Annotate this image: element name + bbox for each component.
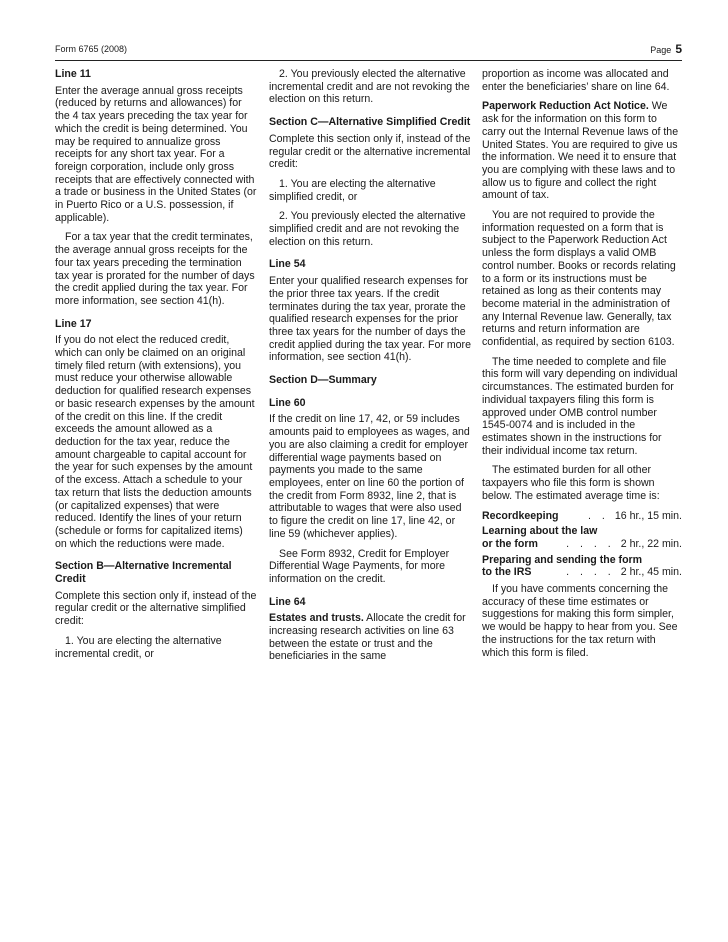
- time-label-line1: Learning about the law: [482, 525, 598, 538]
- line64-paragraph-continued: proportion as income was allocated and enter the beneficiaries’ share on line 64.: [482, 68, 670, 93]
- paperwork-paragraph-2: You are not required to provide the information requested on a form that is subject to the Paperwork Reduction Act unless the form displays a valid OMB control number. Books or records relating to a form or its instructions must be retained as long as their contents may become material in the administration of any Internal Revenue law. Generally, tax returns and return information are confidential, as required by section 6103.: [482, 209, 676, 349]
- section-d-heading: Section D—Summary: [269, 374, 377, 387]
- page-label: Page: [650, 45, 672, 55]
- section-c-paragraph-2: 1. You are electing the alternative simplified credit, or: [269, 177, 436, 203]
- time-estimate-learning: [482, 525, 682, 550]
- section-c-paragraph-1: Complete this section only if, instead of the regular credit or the alternative incremental credit:: [269, 132, 471, 171]
- section-b-heading: Section B—Alternative Incremental Credit: [55, 560, 232, 586]
- section-b-paragraph-1: Complete this section only if, instead of the regular credit or the alternative simplified credit:: [55, 589, 257, 628]
- section-c-paragraph-3: 2. You previously elected the alternative simplified credit and are not revoking the election on this return.: [269, 210, 466, 248]
- section-b-paragraph-3: 2. You previously elected the alternative incremental credit and are not revoking the election on this return.: [269, 68, 470, 106]
- line11-paragraph-1: Enter the average annual gross receipts (reduced by returns and allowances) for the 4 tax years preceding the tax year for which the credit is being determined. You may be required to annualize gross receipts for any short tax year. For a foreign corporation, include only gross receipts that are effectively connected with a trade or business in the United States (or in Puerto Rico or a U.S. possession, if applicable).: [55, 84, 257, 224]
- line17-paragraph-1: If you do not elect the reduced credit, which can only be claimed on an original timely filed return (with extensions), you must reduce your otherwise allowable deduction for qualified research expenses or basic research expenses by the amount of the credit on this line. If the credit exceeds the amount allowed as a deduction for the tax year, reduce the amount chargeable to capital account for the year for such expenses by the amount of the excess. Attach a schedule to your tax return that lists the deduction amounts (or capitalized expenses) that were reduced. Identify the lines of your return (schedule or forms for capitalized items) on which the reductions were made.: [55, 334, 255, 550]
- header-rule: [55, 60, 682, 61]
- line64-text: Allocate the credit for increasing research activities on line 63 between the estate or trust and the beneficiaries in the same: [269, 612, 466, 663]
- section-b-paragraph-2: 1. You are electing the alternative incremental credit, or: [55, 634, 222, 660]
- column-1: [55, 68, 257, 667]
- time-label: to the IRS: [482, 566, 532, 579]
- page-header: [55, 42, 682, 58]
- time-leader-dots: . .: [588, 509, 609, 522]
- time-label: Recordkeeping: [482, 509, 559, 522]
- time-label-line1: Preparing and sending the form: [482, 553, 643, 566]
- line54-heading: Line 54: [269, 258, 306, 271]
- line60-heading: Line 60: [269, 396, 306, 409]
- paperwork-paragraph-4: The estimated burden for all other taxpayers who file this form is shown below. The estimated average time is:: [482, 464, 660, 502]
- line11-paragraph-2: For a tax year that the credit terminates, the average annual gross receipts for the four tax years preceding the termination tax year is prorated for the number of days the credit applied during the tax year. For more information, see section 41(h).: [55, 231, 255, 307]
- column-3: [482, 68, 682, 666]
- line64-paragraph-1: [269, 612, 472, 663]
- time-leader-dots: . . . .: [566, 566, 615, 579]
- paperwork-paragraph-1: [482, 100, 682, 202]
- line17-heading: Line 17: [55, 317, 92, 330]
- time-value: 2 hr., 45 min.: [620, 566, 682, 579]
- time-value: 2 hr., 22 min.: [620, 537, 682, 550]
- column-2: [269, 68, 472, 670]
- time-leader-dots: . . . .: [566, 537, 615, 550]
- line60-paragraph-1: If the credit on line 17, 42, or 59 includes amounts paid to employees as wages, and you are also claiming a credit for employer differential wage payments based on payments you made to the same employees, enter on line 60 the portion of the credit from Form 8932, line 2, that is attributable to wages that were also used to figure the credit on line 17, line 42, or line 59 (whichever applies).: [269, 413, 470, 540]
- form-id: Form 6765 (2008): [55, 44, 128, 54]
- paperwork-text-1: We ask for the information on this form to carry out the Internal Revenue laws of the United States. You are required to give us the information. We need it to ensure that you are complying with these laws and to allow us to figure and collect the right amount of tax.: [482, 100, 679, 202]
- line64-heading: Line 64: [269, 595, 306, 608]
- paperwork-paragraph-3: The time needed to complete and file this form will vary depending on individual circumstances. The estimated burden for individual taxpayers filing this form is approved under OMB control number 1545-0074 and is included in the estimates shown in the instructions for their individual income tax return.: [482, 355, 678, 457]
- section-c-heading: Section C—Alternative Simplified Credit: [269, 116, 471, 129]
- paperwork-lead: Paperwork Reduction Act Notice.: [482, 100, 649, 113]
- time-estimate-recordkeeping: [482, 510, 682, 523]
- line60-paragraph-2: See Form 8932, Credit for Employer Differential Wage Payments, for more information on the credit.: [269, 547, 450, 585]
- line54-paragraph-1: Enter your qualified research expenses for the prior three tax years. If the credit terminates during the tax year, prorate the qualified research expenses for the prior three tax years for the number of days the credit applied during the tax year. For more information, see section 41(h).: [269, 275, 471, 364]
- paperwork-paragraph-5: If you have comments concerning the accuracy of these time estimates or suggestions for making this form simpler, we would be happy to hear from you. See the instructions for the tax return with which this form is filed.: [482, 583, 678, 659]
- time-label: or the form: [482, 537, 538, 550]
- time-value: 16 hr., 15 min.: [614, 509, 682, 522]
- time-estimate-preparing: [482, 554, 682, 579]
- line11-heading: Line 11: [55, 68, 91, 80]
- page-number: 5: [675, 42, 682, 56]
- estates-trusts-lead: Estates and trusts.: [269, 612, 364, 625]
- page-indicator: [650, 42, 682, 56]
